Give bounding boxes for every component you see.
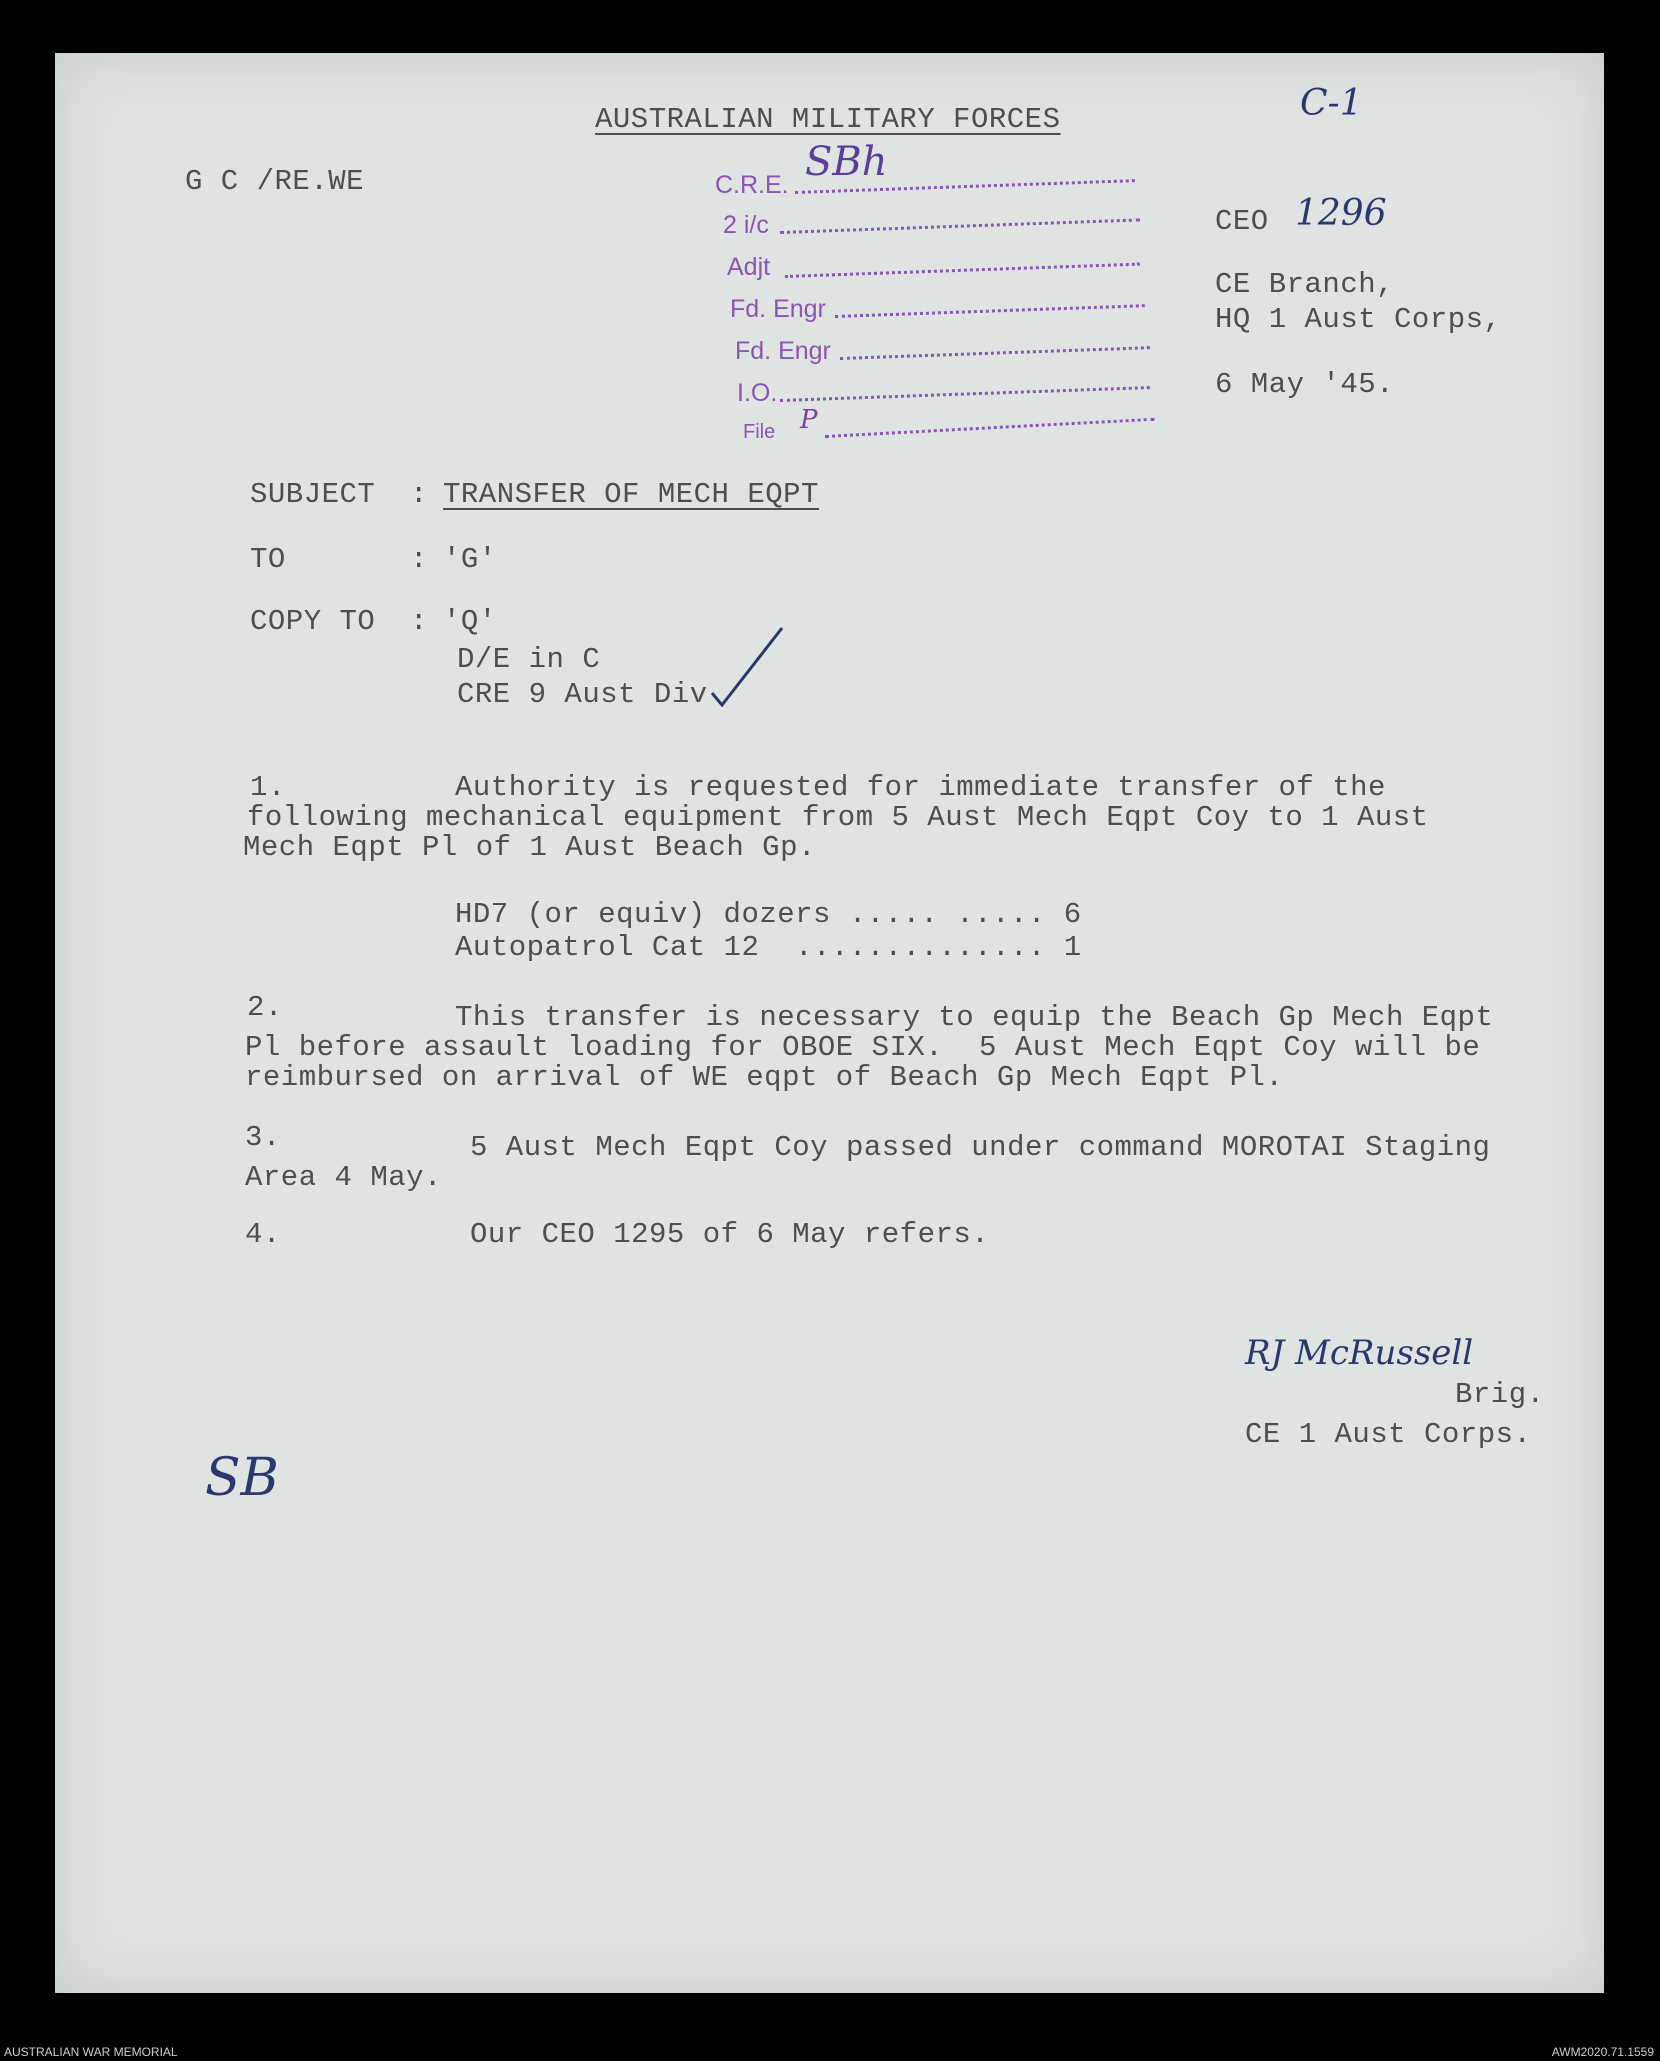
para-3-number: 3. (245, 1121, 281, 1154)
stamp-initials: SBh (805, 139, 888, 185)
subject-colon: : (410, 478, 428, 511)
stamp-row-adjt: Adjt (727, 253, 771, 281)
para-2-line-3: reimbursed on arrival of WE eqpt of Beach Gp Mech Eqpt Pl. (245, 1061, 1284, 1094)
stamp-row-2ic: 2 i/c (723, 211, 769, 239)
copy-label: COPY TO (250, 605, 376, 638)
stamp-line (785, 263, 1140, 278)
copy-value-2: D/E in C (457, 643, 601, 676)
stamp-row-fd-engr-1: Fd. Engr (730, 295, 826, 323)
stamp-row-io: I.O. (737, 379, 778, 407)
signature: RJ McRussell (1245, 1333, 1474, 1373)
para-1-number: 1. (250, 771, 286, 804)
stamp-line (780, 218, 1140, 234)
para-1-line-2: following mechanical equipment from 5 Aust Mech Eqpt Coy to 1 Aust (247, 801, 1429, 834)
stamp-row-file: File (743, 421, 776, 443)
ceo-label: CEO (1215, 205, 1269, 238)
to-label: TO (250, 543, 286, 576)
stamp-line (780, 386, 1150, 402)
subject-label: SUBJECT (250, 478, 376, 511)
para-2-line-2: Pl before assault loading for OBOE SIX. 5 Aust Mech Eqpt Coy will be (245, 1031, 1481, 1064)
para-3-line-1: 5 Aust Mech Eqpt Coy passed under command MOROTAI Staging (470, 1131, 1491, 1164)
para-2-line-1: This transfer is necessary to equip the Beach Gp Mech Eqpt (455, 1001, 1494, 1034)
page-mark: C-1 (1300, 83, 1363, 124)
ceo-number: 1296 (1295, 193, 1387, 234)
document-date: 6 May '45. (1215, 368, 1395, 401)
para-2-number: 2. (247, 991, 283, 1024)
annotation-initials: SB (205, 1448, 279, 1508)
stamp-line (825, 418, 1155, 438)
stamp-row-fd-engr-2: Fd. Engr (735, 337, 831, 365)
document-sheet (55, 53, 1604, 1993)
reference-number: G C /RE.WE (185, 165, 365, 198)
para-4-line: Our CEO 1295 of 6 May refers. (470, 1218, 990, 1251)
stamp-row-cre: C.R.E. (715, 171, 789, 199)
address-line-2: HQ 1 Aust Corps, (1215, 303, 1502, 336)
para-4-number: 4. (245, 1218, 281, 1251)
document-title: AUSTRALIAN MILITARY FORCES (595, 103, 1061, 136)
equipment-item: Autopatrol Cat 12 .............. 1 (455, 931, 1082, 964)
stamp-line (835, 304, 1145, 318)
equipment-item: HD7 (or equiv) dozers ..... ..... 6 (455, 898, 1082, 931)
para-1-line-1: Authority is requested for immediate transfer of the (455, 771, 1386, 804)
footer-left: AUSTRALIAN WAR MEMORIAL (4, 2045, 178, 2059)
para-3-line-2: Area 4 May. (245, 1161, 442, 1194)
stamp-file-mark: P (800, 405, 818, 435)
to-colon: : (410, 543, 428, 576)
copy-value-1: 'Q' (443, 605, 497, 638)
address-line-1: CE Branch, (1215, 268, 1395, 301)
copy-value-3: CRE 9 Aust Div (457, 678, 708, 711)
signature-rank: Brig. (1455, 1378, 1545, 1411)
footer-right: AWM2020.71.1559 (1551, 2045, 1654, 2059)
signature-title: CE 1 Aust Corps. (1245, 1418, 1532, 1451)
stamp-line (840, 346, 1150, 360)
subject-value: TRANSFER OF MECH EQPT (443, 478, 819, 511)
check-mark-icon (710, 623, 790, 713)
copy-colon: : (410, 605, 428, 638)
para-1-line-3: Mech Eqpt Pl of 1 Aust Beach Gp. (243, 831, 816, 864)
to-value: 'G' (443, 543, 497, 576)
